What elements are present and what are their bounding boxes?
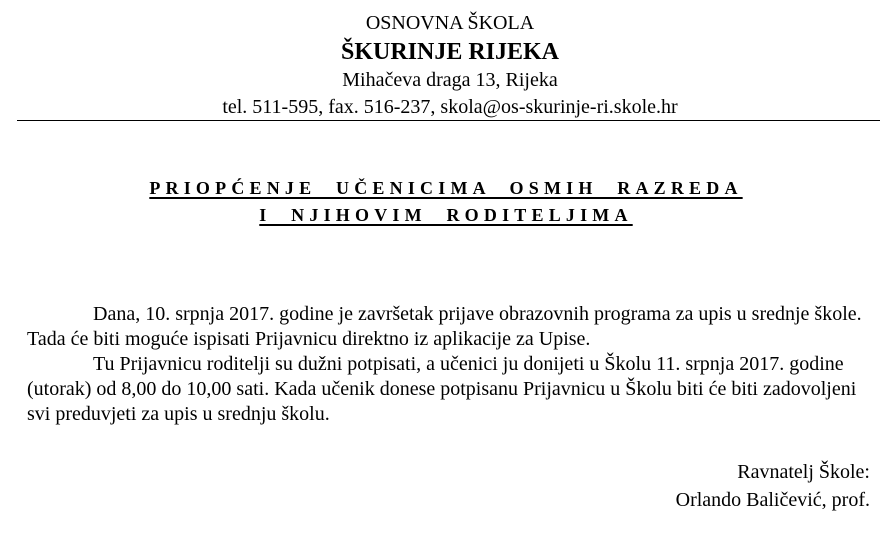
body-paragraph-1: Dana, 10. srpnja 2017. godine je završetak prijave obrazovnih programa za upis u srednje škole. Tada će biti moguće ispisati Prijavnicu direktno iz aplikacije za Upise. (27, 303, 862, 350)
letterhead (0, 10, 892, 121)
announcement-title (0, 175, 892, 229)
body-paragraph-2: Tu Prijavnicu roditelji su dužni potpisati, a učenici ju donijeti u Školu 11. srpnja 2017. godine (utorak) od 8,00 do 10,00 sati. Kada učenik donese potpisanu Prijavnicu u Školu biti će biti zadovoljeni svi preduvjeti za upis u srednju školu. (27, 353, 857, 425)
announcement-body (27, 302, 877, 427)
school-address: Mihačeva draga 13, Rijeka (342, 69, 558, 91)
signature-block (676, 458, 870, 514)
signature-name: Orlando Baličević, prof. (675, 489, 870, 511)
school-type: OSNOVNA ŠKOLA (365, 12, 535, 34)
school-contact: tel. 511-595, fax. 516-237, skola@os-skurinje-ri.skole.hr (222, 96, 678, 118)
title-line-1: PRIOPĆENJE UČENICIMA OSMIH RAZREDA (149, 178, 743, 198)
school-name: ŠKURINJE RIJEKA (340, 39, 560, 65)
header-divider (17, 120, 880, 121)
signature-role: Ravnatelj Škole: (737, 461, 870, 483)
title-line-2: I NJIHOVIM RODITELJIMA (259, 205, 633, 225)
